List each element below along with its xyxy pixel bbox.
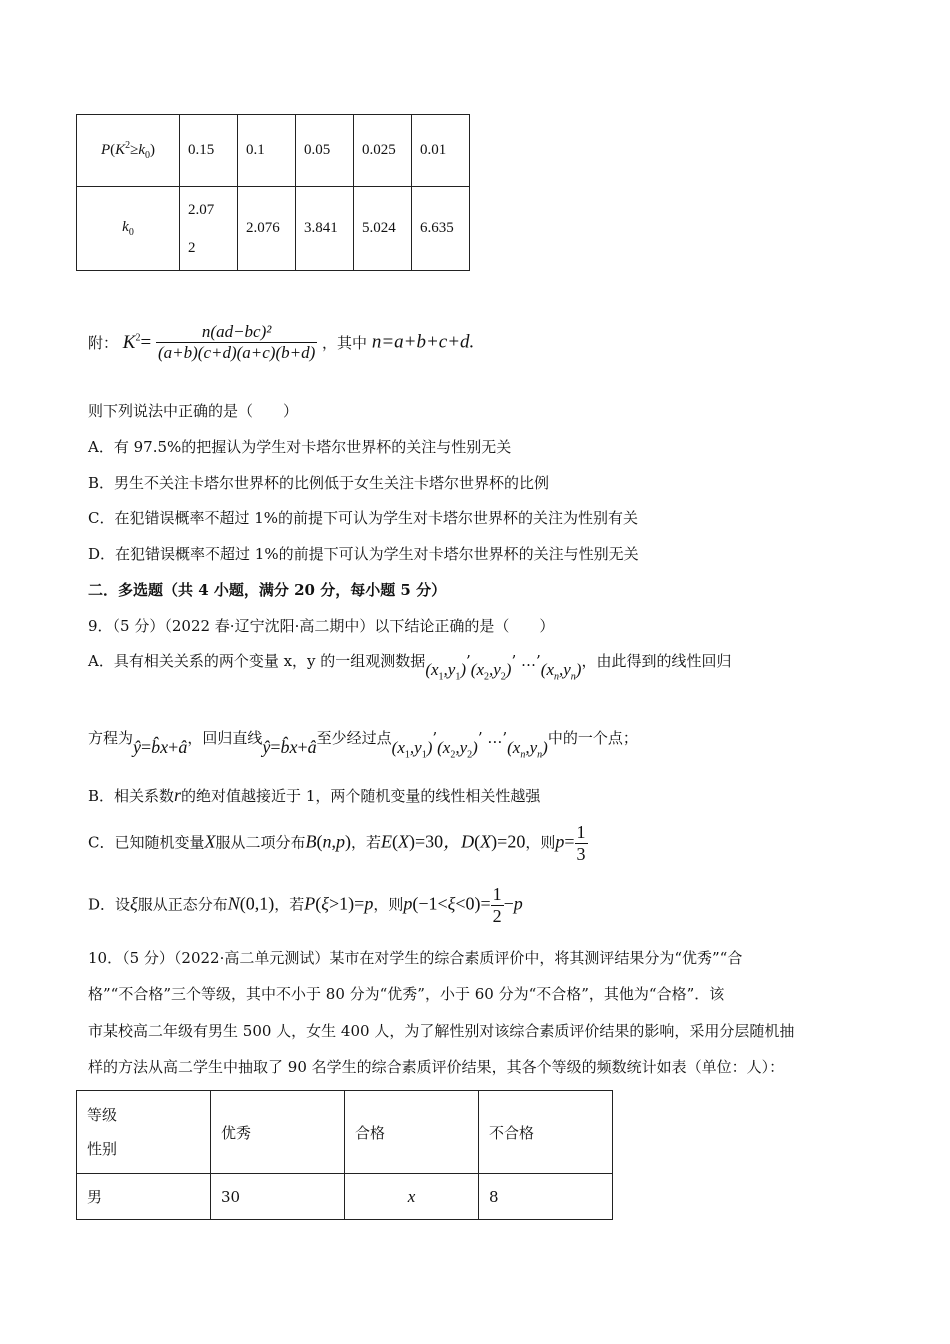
table-cell: 3.841: [296, 187, 354, 271]
table-cell: x: [345, 1174, 479, 1220]
q9-option-a-line2: 方程为ŷ=b̂x+â，回归直线ŷ=b̂x+â至少经过点$(x_1,y_1)’(x_2,y_2)$’ $\dots’(x_n,y_n)$中的一个点；: [88, 729, 638, 761]
q8-option-d: D．在犯错误概率不超过 1%的前提下可认为学生对卡塔尔世界杯的关注与性别无关: [88, 545, 639, 563]
q10-line-3: 市某校高二年级有男生 500 人，女生 400 人，为了解性别对该综合素质评价结果的影响，采用分层随机抽: [88, 1022, 795, 1040]
table-cell: 0.1: [238, 115, 296, 187]
appendix-middle: ，其中: [322, 334, 368, 352]
header-pass: 合格: [345, 1091, 479, 1174]
table-cell: 30: [211, 1174, 345, 1220]
q9-option-a-line1: A．具有相关关系的两个变量 x，y 的一组观测数据$(x_1,y_1)’(x_2,y_2)$’ $\dots’(x_n,y_n)$，由此得到的线性回归: [88, 652, 732, 683]
table-cell: 2.07 2: [180, 187, 238, 271]
q9-option-d: D．设ξ服从正态分布N(0,1)，若P(ξ>1)=p，则p(−1<ξ<0)= $\frac{1}{2}$ −p: [88, 884, 523, 926]
table-cell: 2.076: [238, 187, 296, 271]
q8-stem: 则下列说法中正确的是（ ）: [88, 402, 299, 420]
appendix-formula: 附： $K^2=$ $\frac{\text{n(ad−bc)²}}{(a+b)(c+d)(a+c)(b+d)}$ ，其中 n=a+b+c+d.: [88, 322, 475, 362]
q10-line-1: 10．（5 分）（2022·高二单元测试）某市在对学生的综合素质评价中，将其测评结果分为“优秀”“合: [88, 949, 743, 967]
table-cell: 0.025: [354, 115, 412, 187]
table-cell: 8: [479, 1174, 613, 1220]
n-expression: n=a+b+c+d.: [371, 331, 475, 353]
probability-header: $P(K^2\ge k_0)$: [77, 115, 180, 187]
table-cell: 0.15: [180, 115, 238, 187]
k0-header: $k_0$: [77, 187, 180, 271]
q9-stem: 9．（5 分）（2022 春·辽宁沈阳·高二期中）以下结论正确的是（ ）: [88, 617, 555, 635]
critical-value-table: [76, 114, 470, 271]
grade-table: [76, 1090, 613, 1220]
q8-option-b: B．男生不关注卡塔尔世界杯的比例低于女生关注卡塔尔世界杯的比例: [88, 474, 550, 492]
corner-header: 等级 性别: [77, 1091, 211, 1174]
table-cell: 6.635: [412, 187, 470, 271]
header-fail: 不合格: [479, 1091, 613, 1174]
row-label-male: 男: [77, 1174, 211, 1220]
q9-option-b: B．相关系数r的绝对值越接近于 1，两个随机变量的线性相关性越强: [88, 785, 541, 805]
q8-option-c: C．在犯错误概率不超过 1%的前提下可认为学生对卡塔尔世界杯的关注为性别有关: [88, 509, 639, 527]
section-2-title: 二．多选题（共 4 小题，满分 20 分，每小题 5 分）: [88, 581, 447, 599]
q10-line-4: 样的方法从高二学生中抽取了 90 名学生的综合素质评价结果，其各个等级的频数统计如表（单位：人）：: [88, 1058, 785, 1076]
q9-option-c: C．已知随机变量X服从二项分布B(n,p)，若E(X)=30，D(X)=20，则p= $\frac{1}{3}$: [88, 822, 586, 864]
table-cell: 0.05: [296, 115, 354, 187]
k2-fraction: $\frac{\text{n(ad−bc)²}}{(a+b)(c+d)(a+c)(b+d)}$: [157, 322, 316, 362]
appendix-prefix: 附：: [88, 334, 119, 352]
q8-option-a: A．有 97.5%的把握认为学生对卡塔尔世界杯的关注与性别无关: [88, 438, 512, 456]
table-cell: 5.024: [354, 187, 412, 271]
header-excellent: 优秀: [211, 1091, 345, 1174]
table-cell: 0.01: [412, 115, 470, 187]
q10-line-2: 格”“不合格”三个等级，其中不小于 80 分为“优秀”，小于 60 分为“不合格”，其他为“合格”．该: [88, 985, 725, 1003]
